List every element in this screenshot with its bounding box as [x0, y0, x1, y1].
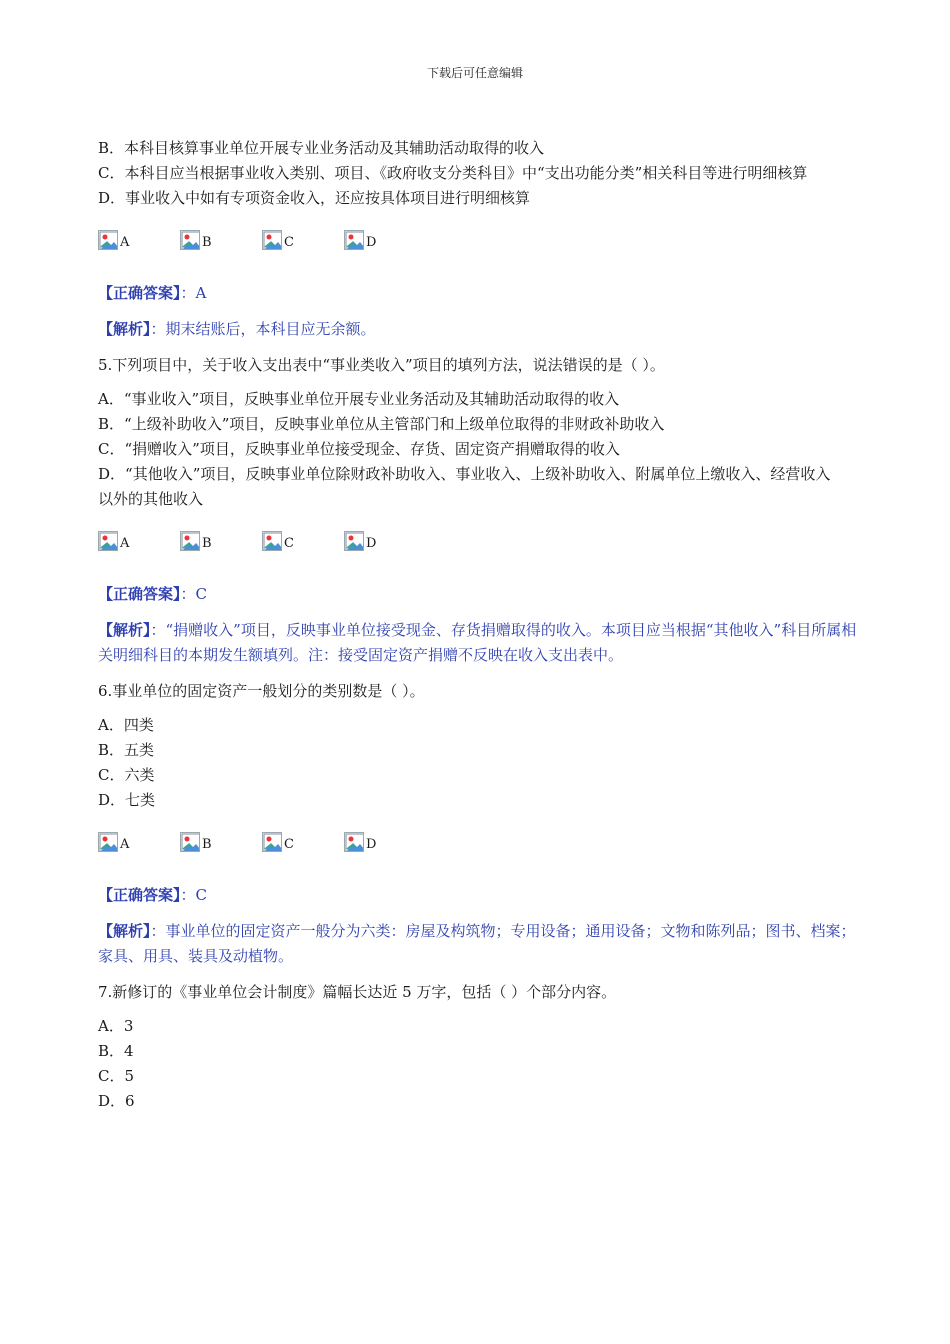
- broken-image-icon: [98, 531, 118, 551]
- option-c: C．本科目应当根据事业收入类别、项目、《政府收支分类科目》中“支出功能分类”相关科目等进行明细核算: [98, 164, 808, 182]
- choice-c[interactable]: C: [262, 824, 344, 852]
- choice-c[interactable]: C: [262, 523, 344, 551]
- broken-image-icon: [262, 230, 282, 250]
- page-header: 下载后可任意编辑: [426, 66, 523, 80]
- broken-image-icon: [262, 531, 282, 551]
- choice-b[interactable]: B: [180, 222, 262, 250]
- option-b: B．4: [98, 1042, 134, 1060]
- choice-row-q5: [98, 523, 868, 551]
- choice-a[interactable]: A: [98, 222, 180, 250]
- choice-d[interactable]: D: [344, 523, 426, 551]
- option-a: A．四类: [98, 716, 154, 734]
- answer-q6: 【正确答案】：C: [98, 886, 207, 904]
- option-b: B．“上级补助收入”项目，反映事业单位从主管部门和上级单位取得的非财政补助收入: [98, 415, 665, 433]
- option-a: A．“事业收入”项目，反映事业单位开展专业业务活动及其辅助活动取得的收入: [98, 390, 620, 408]
- answer-q4: 【正确答案】：A: [98, 284, 207, 302]
- option-d: D．事业收入中如有专项资金收入，还应按具体项目进行明细核算: [98, 189, 531, 207]
- choice-a[interactable]: A: [98, 523, 180, 551]
- option-b: B．五类: [98, 741, 155, 759]
- answer-q5: 【正确答案】：C: [98, 585, 207, 603]
- question-5-stem: 5.下列项目中，关于收入支出表中“事业类收入”项目的填列方法，说法错误的是（ ）。: [98, 356, 665, 374]
- question-5-options: [98, 387, 868, 512]
- choice-a[interactable]: A: [98, 824, 180, 852]
- choice-row-q4: [98, 222, 868, 250]
- option-d: D．七类: [98, 791, 156, 809]
- broken-image-icon: [344, 230, 364, 250]
- broken-image-icon: [344, 531, 364, 551]
- question-4-options: [98, 136, 868, 211]
- option-d: D．6: [98, 1092, 135, 1110]
- option-b: B．本科目核算事业单位开展专业业务活动及其辅助活动取得的收入: [98, 139, 545, 157]
- choice-row-q6: [98, 824, 868, 852]
- broken-image-icon: [344, 832, 364, 852]
- question-7-stem: 7.新修订的《事业单位会计制度》篇幅长达近 5 万字，包括（ ）个部分内容。: [98, 983, 617, 1001]
- broken-image-icon: [180, 531, 200, 551]
- broken-image-icon: [98, 230, 118, 250]
- explanation-q6: 【解析】：事业单位的固定资产一般分为六类：房屋及构筑物；专用设备；通用设备；文物和陈列品；图书、档案；家具、用具、装具及动植物。: [98, 922, 856, 965]
- question-6-options: [98, 713, 868, 813]
- option-a: A．3: [98, 1017, 134, 1035]
- option-c: C．5: [98, 1067, 135, 1085]
- broken-image-icon: [98, 832, 118, 852]
- broken-image-icon: [262, 832, 282, 852]
- choice-d[interactable]: D: [344, 222, 426, 250]
- explanation-q5: 【解析】：“捐赠收入”项目，反映事业单位接受现金、存货捐赠取得的收入。本项目应当根据“其他收入”科目所属相关明细科目的本期发生额填列。注：接受固定资产捐赠不反映在收入支出表中。: [98, 621, 857, 664]
- choice-b[interactable]: B: [180, 824, 262, 852]
- choice-c[interactable]: C: [262, 222, 344, 250]
- question-6-stem: 6.事业单位的固定资产一般划分的类别数是（ ）。: [98, 682, 425, 700]
- explanation-q4: 【解析】：期末结账后，本科目应无余额。: [98, 320, 376, 338]
- broken-image-icon: [180, 230, 200, 250]
- question-7-options: [98, 1014, 868, 1114]
- broken-image-icon: [180, 832, 200, 852]
- choice-b[interactable]: B: [180, 523, 262, 551]
- option-c: C．六类: [98, 766, 155, 784]
- option-d: D．“其他收入”项目，反映事业单位除财政补助收入、事业收入、上级补助收入、附属单位上缴收入、经营收入以外的其他收入: [98, 465, 831, 508]
- choice-d[interactable]: D: [344, 824, 426, 852]
- document-body: [98, 136, 868, 1114]
- option-c: C．“捐赠收入”项目，反映事业单位接受现金、存货、固定资产捐赠取得的收入: [98, 440, 620, 458]
